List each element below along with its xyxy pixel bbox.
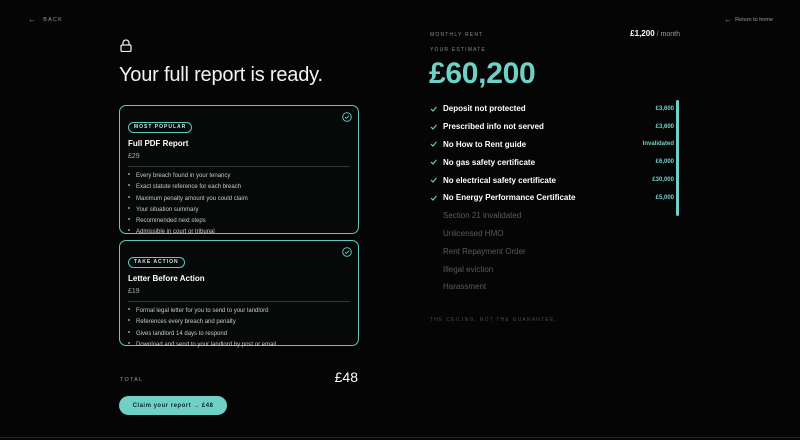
breach-row: [430, 118, 674, 136]
check-icon: [430, 140, 443, 148]
breach-row: [430, 171, 674, 189]
breach-row: [430, 189, 674, 207]
return-label: Return to home: [735, 17, 773, 23]
breach-row: [430, 153, 674, 171]
breach-name: Harassment: [443, 282, 487, 292]
page-title: Your full report is ready.: [119, 64, 323, 86]
breach-name: Section 21 invalidated: [443, 211, 522, 221]
breach-name: No electrical safety certificate: [443, 175, 556, 185]
rent-amount: £1,200: [630, 29, 655, 38]
list-item: Admissible in court or tribunal: [128, 227, 350, 238]
breach-name: Deposit not protected: [443, 104, 526, 114]
ceiling-note: THE CEILING. NOT THE GUARANTEE.: [430, 317, 558, 323]
back-link[interactable]: [28, 16, 63, 24]
breach-row-inactive: [430, 260, 674, 278]
check-icon: [430, 176, 443, 184]
breach-row-inactive: [430, 207, 674, 225]
product-card-full-report[interactable]: [119, 105, 359, 234]
breach-amount: £6,000: [655, 159, 674, 166]
breach-amount: £5,000: [655, 194, 674, 201]
breach-amount: £3,600: [655, 123, 674, 130]
check-circle-icon: [342, 247, 352, 257]
divider: [128, 301, 350, 302]
breach-amount: Invalidated: [642, 141, 674, 148]
list-item: References every breach and penalty: [128, 317, 350, 328]
product-title: Letter Before Action: [128, 274, 205, 283]
total-value: £48: [334, 369, 358, 385]
breach-amount: £3,600: [655, 105, 674, 112]
check-icon: [430, 158, 443, 166]
total-label: TOTAL: [120, 377, 144, 383]
list-item: Exact statute reference for each breach: [128, 182, 350, 193]
rent-unit: / month: [656, 31, 680, 38]
estimate-label: YOUR ESTIMATE: [430, 47, 487, 53]
breach-list: [430, 100, 674, 296]
breach-row: [430, 100, 674, 118]
divider: [128, 166, 350, 167]
claim-report-button[interactable]: Claim your report → £48: [119, 396, 227, 415]
badge-most-popular: MOST POPULAR: [128, 122, 192, 133]
arrow-left-icon: ←: [28, 15, 38, 24]
breach-name: Unlicensed HMO: [443, 228, 504, 238]
list-item: Your situation summary: [128, 205, 350, 216]
badge-take-action: TAKE ACTION: [128, 257, 185, 268]
monthly-rent-label: MONTHLY RENT: [430, 32, 484, 38]
breach-row-inactive: [430, 242, 674, 260]
list-item: Gives landlord 14 days to respond: [128, 329, 350, 340]
check-icon: [430, 105, 443, 113]
breach-name: No gas safety certificate: [443, 157, 536, 167]
product-title: Full PDF Report: [128, 139, 189, 148]
monthly-rent-value: [630, 29, 680, 38]
return-home-link[interactable]: [724, 16, 773, 24]
breach-amount: £30,000: [652, 177, 674, 184]
lock-icon: [120, 39, 132, 52]
list-item: Every breach found in your tenancy: [128, 171, 350, 182]
list-item: Maximum penalty amount you could claim: [128, 194, 350, 205]
breach-name: Prescribed info not served: [443, 122, 544, 132]
check-circle-icon: [342, 112, 352, 122]
feature-list: [128, 171, 350, 239]
check-icon: [430, 194, 443, 202]
list-item: Recommended next steps: [128, 216, 350, 227]
breach-name: No Energy Performance Certificate: [443, 193, 576, 203]
product-price: £19: [128, 288, 140, 295]
check-icon: [430, 123, 443, 131]
estimate-value: £60,200: [429, 57, 536, 90]
breach-name: Rent Repayment Order: [443, 246, 526, 256]
product-price: £29: [128, 153, 140, 160]
breach-name: No How to Rent guide: [443, 139, 527, 149]
breach-range-bar: [676, 100, 679, 216]
breach-row: [430, 136, 674, 154]
breach-name: Illegal eviction: [443, 264, 494, 274]
arrow-left-icon: ←: [724, 15, 733, 24]
feature-list: [128, 306, 350, 351]
breach-row-inactive: [430, 225, 674, 243]
list-item: Download and send to your landlord by post or email.: [128, 340, 350, 351]
list-item: Formal legal letter for you to send to your landlord: [128, 306, 350, 317]
product-card-letter-before-action[interactable]: [119, 240, 359, 346]
back-label: BACK: [43, 17, 63, 23]
bottom-divider: [0, 437, 800, 438]
breach-row-inactive: [430, 278, 674, 296]
